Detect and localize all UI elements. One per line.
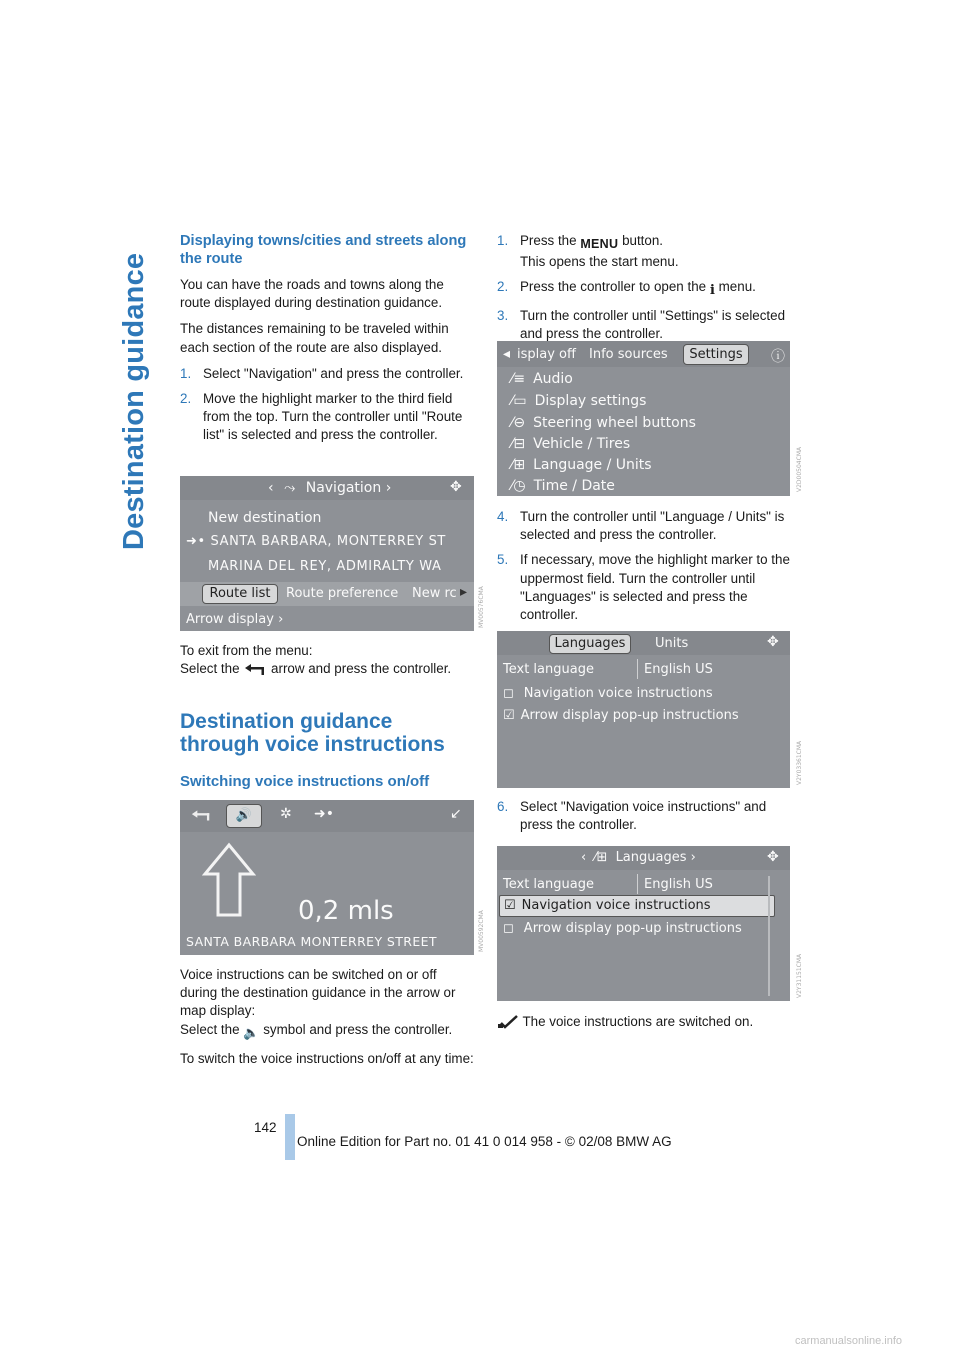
voice-toggle-button: 🔊 (226, 804, 262, 828)
screen-voice-arrow (180, 800, 474, 955)
exit-line-1: To exit from the menu: (180, 643, 313, 658)
tab-info-sources: Info sources (589, 347, 668, 362)
exit-instructions (180, 642, 475, 678)
checkbox-empty-icon: ◻ (503, 921, 514, 936)
list-item: 2. Move the highlight marker to the third field from the top. Turn the controller until "Route list" is selected and press the controller. (180, 391, 463, 443)
audio-icon: ⁄≡ (511, 371, 526, 387)
route-arrow-icon: ➜• (186, 534, 206, 549)
street-name: SANTA BARBARA MONTERREY STREET (186, 934, 437, 949)
checkmark-icon (497, 1015, 519, 1034)
language-icon: ⁄⊞ (511, 457, 526, 473)
distance-value: 0,2 mls (298, 896, 394, 926)
list-item: 2. Press the controller to open the i menu. (497, 279, 756, 299)
compass-icon: ✥ (450, 479, 462, 495)
text-language-value: English US (644, 662, 713, 677)
chevron-right-icon: › (278, 612, 284, 627)
route-steps (180, 365, 472, 445)
watermark: carmanualsonline.info (795, 1335, 903, 1347)
chevron-left-icon: ‹ (581, 850, 587, 865)
exit-line-2b: arrow and press the controller. (271, 661, 452, 677)
scrollbar (768, 876, 770, 996)
back-arrow-icon (243, 662, 267, 676)
select-symbol-b: symbol and press the controller. (263, 1021, 453, 1037)
checkbox-empty-icon: ◻ (503, 686, 514, 701)
list-item: 1. Select "Navigation" and press the controller. (180, 365, 464, 381)
screen-title: Languages (615, 850, 687, 865)
chevron-right-icon: › (385, 480, 392, 496)
list-item: 4. Turn the controller until "Language / Units" is selected and press the controller. (497, 509, 785, 543)
tab-route-list: Route list (202, 584, 278, 604)
tab-new-route: New rc (412, 586, 457, 601)
chevron-left-icon: ◂ (503, 346, 511, 362)
text-language-label: Text language (503, 662, 594, 677)
footer-accent-bar (285, 1114, 295, 1160)
screen-languages-units (497, 631, 790, 788)
info-icon: ⓘ (771, 349, 785, 365)
list-item: 6. Select "Navigation voice instructions" and press the controller. (497, 799, 767, 833)
display-icon: ⁄▭ (511, 393, 527, 409)
image-reference-code: V2Y03361CMA (796, 740, 803, 785)
paragraph-roads-towns: You can have the roads and towns along the route displayed during destination guidance. (180, 277, 444, 311)
menu-item-steering-wheel: Steering wheel buttons (533, 415, 696, 431)
traffic-icon: ✲ (280, 806, 292, 822)
option-arrow-popup: Arrow display pop-up instructions (523, 921, 742, 936)
straight-arrow-icon (202, 842, 256, 918)
checkbox-checked-icon: ☑ (504, 898, 516, 913)
right-column-steps-c (497, 798, 797, 841)
steering-wheel-icon: ⁄⊖ (511, 415, 526, 431)
vehicle-icon: ⁄⊟ (511, 436, 526, 452)
voice-explanation (180, 966, 476, 1076)
image-reference-code: MV00592CMA (478, 910, 485, 952)
tab-settings: Settings (683, 344, 749, 365)
option-navigation-voice-selected (499, 895, 775, 917)
image-reference-code: MV00576CMA (478, 586, 485, 628)
screen-settings (497, 341, 790, 496)
list-item: 1. Press the MENU button. This opens the start menu. (497, 233, 679, 270)
paragraph-distances: The distances remaining to be traveled within each section of the route are also displayed. (180, 321, 449, 355)
menu-item-vehicle-tires: Vehicle / Tires (533, 436, 631, 452)
tab-display-off: isplay off (517, 347, 576, 362)
menu-row-destination-1: SANTA BARBARA, MONTERREY ST (210, 534, 446, 549)
paragraph-any-time: To switch the voice instructions on/off at any time: (180, 1050, 474, 1066)
tab-units: Units (655, 636, 689, 651)
menu-item-audio: Audio (533, 371, 573, 387)
image-reference-code: V2Y31151CMA (796, 953, 803, 998)
right-column-steps-b (497, 508, 797, 631)
voice-on-text: The voice instructions are switched on. (522, 1014, 754, 1029)
direction-icon: ↙ (450, 806, 462, 822)
heading-displaying-towns: Displaying towns/cities and streets along the route (180, 233, 467, 267)
text-language-value: English US (644, 877, 713, 892)
option-navigation-voice: Navigation voice instructions (521, 898, 711, 913)
select-symbol-a: Select the (180, 1021, 240, 1037)
clock-icon: ⁄◷ (511, 478, 526, 494)
back-arrow-icon (190, 808, 212, 822)
tab-languages: Languages (549, 634, 631, 654)
checkbox-checked-icon: ☑ (503, 708, 515, 723)
screen-title: Navigation (305, 480, 382, 496)
chevron-right-icon: › (690, 850, 696, 865)
compass-icon: ✥ (767, 849, 779, 865)
heading-destination-guidance-voice: Destination guidance through voice instructions (180, 710, 445, 756)
menu-row-new-destination: New destination (208, 510, 322, 526)
screen-languages (497, 846, 790, 1001)
chevron-left-icon: ‹ (268, 480, 274, 496)
chevron-right-icon: ▸ (460, 584, 468, 600)
route-arrow-icon: ➜• (314, 806, 334, 822)
info-icon: i (709, 282, 715, 299)
left-column (180, 232, 472, 452)
right-column-steps-a (497, 232, 797, 350)
exit-line-2a: Select the (180, 661, 240, 677)
menu-row-destination-2: MARINA DEL REY, ADMIRALTY WA (208, 559, 442, 574)
side-title-text: Destination guidance (118, 252, 150, 550)
option-navigation-voice: Navigation voice instructions (523, 686, 713, 701)
list-item: 3. Turn the controller until "Settings" is selected and press the controller. (497, 307, 786, 341)
menu-row-arrow-display: Arrow display (186, 612, 274, 627)
list-item: 5. If necessary, move the highlight marker to the uppermost field. Turn the controller until "Languages" is selected and press the controller. (497, 552, 790, 623)
language-icon: ⁄⊞ (594, 850, 608, 865)
section-heading-voice (180, 711, 470, 756)
navigation-icon: ⤳ (284, 480, 296, 496)
menu-item-display-settings: Display settings (534, 393, 647, 409)
option-arrow-popup: Arrow display pop-up instructions (520, 708, 739, 723)
menu-button-icon: MENU (580, 237, 619, 251)
footer-edition: Online Edition for Part no. 01 41 0 014 958 - © 02/08 BMW AG (297, 1134, 672, 1149)
menu-item-language-units: Language / Units (533, 457, 652, 473)
tab-route-preference: Route preference (286, 586, 399, 601)
page-number: 142 (254, 1120, 277, 1135)
menu-item-time-date: Time / Date (533, 478, 615, 494)
final-note (497, 1013, 797, 1034)
subheading-switch (180, 773, 480, 799)
speaker-icon: 🔈 (243, 1024, 260, 1040)
heading-switching-voice: Switching voice instructions on/off (180, 773, 430, 790)
compass-icon: ✥ (767, 634, 779, 650)
section-side-title (118, 230, 158, 550)
text-language-label: Text language (503, 877, 594, 892)
paragraph-switch-voice: Voice instructions can be switched on or off during the destination guidance in the arrow or map display: (180, 967, 456, 1019)
screen-route-list (180, 476, 474, 631)
image-reference-code: V2D00504CMA (796, 446, 803, 492)
